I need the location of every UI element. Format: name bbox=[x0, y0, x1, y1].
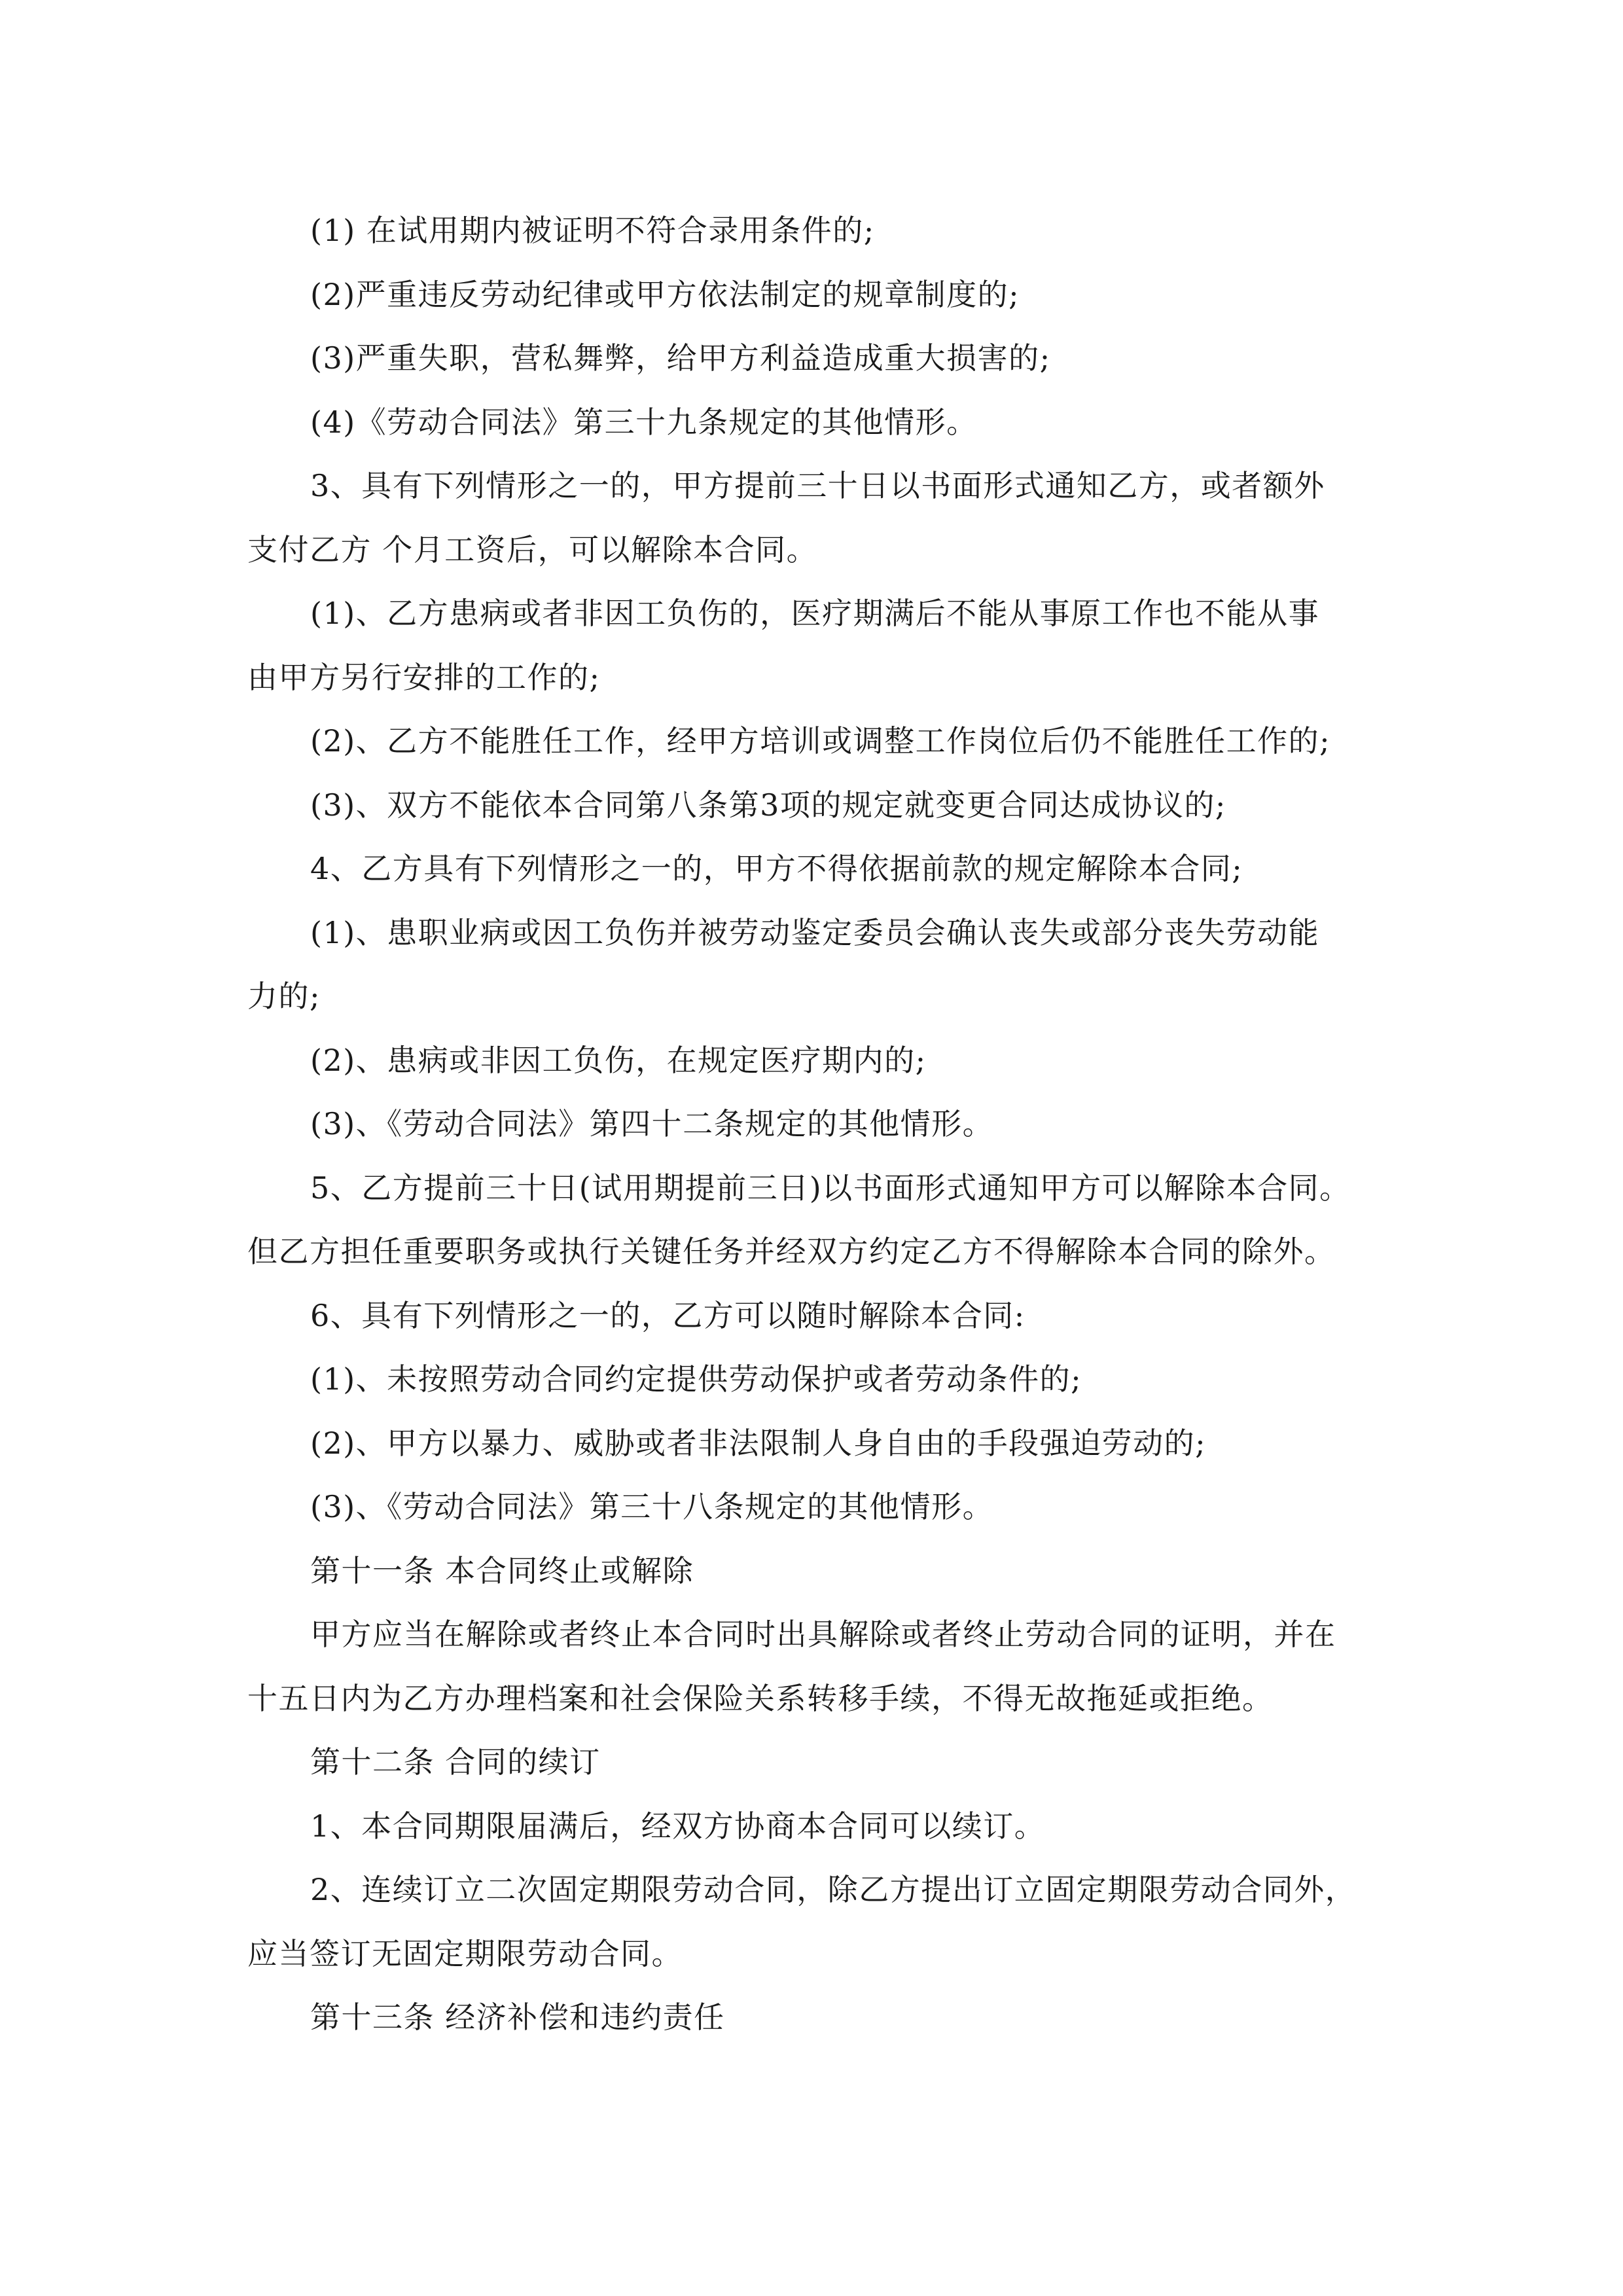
text-line: 但乙方担任重要职务或执行关键任务并经双方约定乙方不得解除本合同的除外。 bbox=[247, 1234, 1336, 1269]
text-line: 甲方应当在解除或者终止本合同时出具解除或者终止劳动合同的证明，并在 bbox=[310, 1617, 1336, 1652]
text-line: 第十三条 经济补偿和违约责任 bbox=[310, 2000, 725, 2035]
text-line: 2、连续订立二次固定期限劳动合同，除乙方提出订立固定期限劳动合同外， bbox=[310, 1872, 1357, 1907]
document-body bbox=[247, 199, 1394, 2050]
text-line: 6、具有下列情形之一的，乙方可以随时解除本合同: bbox=[310, 1297, 1026, 1333]
text-line: 第十一条 本合同终止或解除 bbox=[310, 1552, 694, 1588]
text-line: (1)、乙方患病或者非因工负伤的，医疗期满后不能从事原工作也不能从事 bbox=[310, 596, 1320, 631]
text-line: 第十二条 合同的续订 bbox=[310, 1744, 601, 1780]
text-line: (2)严重违反劳动纪律或甲方依法制定的规章制度的; bbox=[310, 276, 1020, 312]
text-line: (2)、患病或非因工负伤，在规定医疗期内的; bbox=[310, 1042, 927, 1078]
text-line: (1)、未按照劳动合同约定提供劳动保护或者劳动条件的; bbox=[310, 1361, 1082, 1397]
text-line: 5、乙方提前三十日(试用期提前三日)以书面形式通知甲方可以解除本合同。 bbox=[310, 1170, 1351, 1206]
text-line: (3)、双方不能依本合同第八条第3项的规定就变更合同达成协议的; bbox=[310, 787, 1226, 823]
text-line: (2)、甲方以暴力、威胁或者非法限制人身自由的手段强迫劳动的; bbox=[310, 1425, 1207, 1461]
text-line: (1) 在试用期内被证明不符合录用条件的; bbox=[310, 213, 875, 248]
text-line: (3)严重失职，营私舞弊，给甲方利益造成重大损害的; bbox=[310, 340, 1051, 376]
text-line: 1、本合同期限届满后，经双方协商本合同可以续订。 bbox=[310, 1808, 1046, 1844]
text-line: 应当签订无固定期限劳动合同。 bbox=[247, 1935, 683, 1971]
text-line: 由甲方另行安排的工作的; bbox=[247, 659, 601, 695]
text-line: (2)、乙方不能胜任工作，经甲方培训或调整工作岗位后仍不能胜任工作的; bbox=[310, 723, 1331, 759]
text-line: 3、具有下列情形之一的，甲方提前三十日以书面形式通知乙方，或者额外 bbox=[310, 468, 1325, 503]
text-line: (3)、《劳动合同法》第四十二条规定的其他情形。 bbox=[310, 1106, 994, 1141]
text-line: 十五日内为乙方办理档案和社会保险关系转移手续，不得无故拖延或拒绝。 bbox=[247, 1680, 1274, 1716]
text-line: (4)《劳动合同法》第三十九条规定的其他情形。 bbox=[310, 404, 978, 440]
text-line: 力的; bbox=[247, 978, 321, 1014]
text-line: 4、乙方具有下列情形之一的，甲方不得依据前款的规定解除本合同; bbox=[310, 851, 1243, 886]
text-line: (3)、《劳动合同法》第三十八条规定的其他情形。 bbox=[310, 1489, 994, 1524]
text-line: 支付乙方 个月工资后，可以解除本合同。 bbox=[247, 531, 818, 567]
text-line: (1)、患职业病或因工负伤并被劳动鉴定委员会确认丧失或部分丧失劳动能 bbox=[310, 914, 1320, 950]
